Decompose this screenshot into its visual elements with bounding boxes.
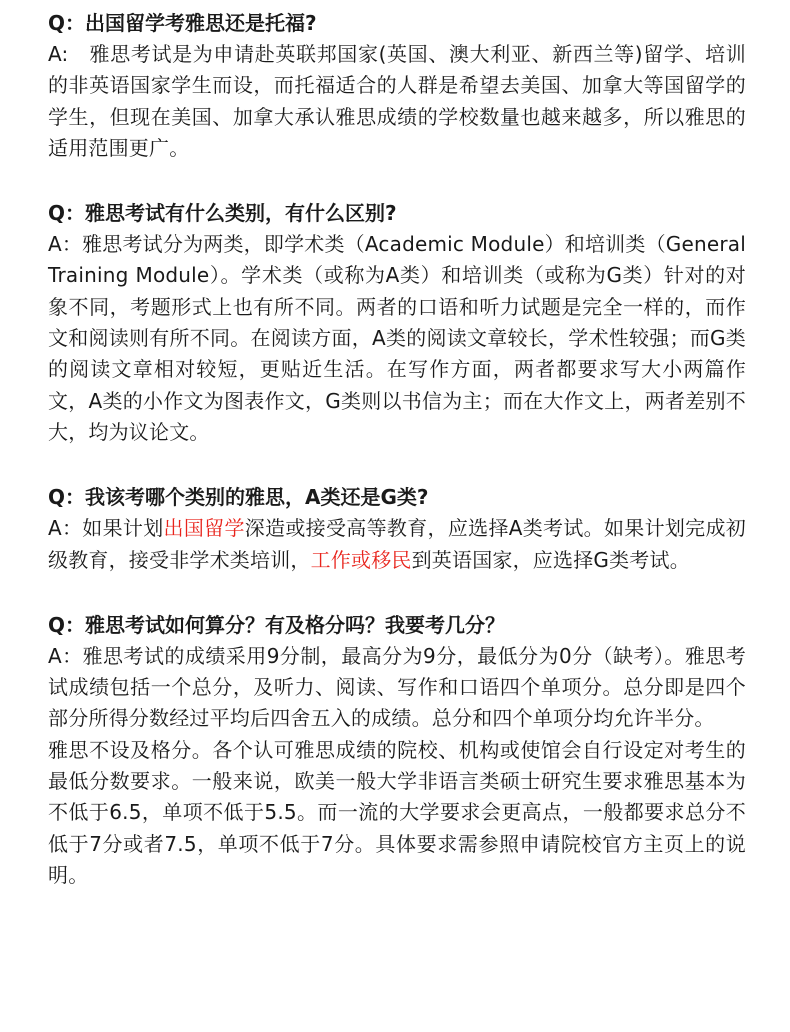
answer-text-part: 深造或接受高等教育，应选择A类考试。如果计划完成初级教育，接受非学术类培训， <box>48 516 746 572</box>
qa-block-which-type <box>48 482 746 576</box>
answer-text-part: 到英语国家，应选择G类考试。 <box>411 547 690 572</box>
answer-text: A: 雅思考试是为申请赴英联邦国家(英国、澳大利亚、新西兰等)留学、培训的非英语国家学生而设，而托福适合的人群是希望去美国、加拿大等国留学的学生，但现在美国、加拿大承认雅思成绩的学校数量也越来越多，所以雅思的适用范围更广。 <box>48 42 746 160</box>
question-heading: Q：我该考哪个类别的雅思，A类还是G类? <box>48 485 429 510</box>
answer-text: A：雅思考试分为两类，即学术类（Academic Module）和培训类（General Training Module）。学术类（或称为A类）和培训类（或称为G类）针对的对象不同，考题形式上也有所不同。两者的口语和听力试题是完全一样的，而作文和阅读则有所不同。在阅读方面，A类的阅读文章较长，学术性较强；而G类的阅读文章相对较短，更贴近生活。在写作方面，两者都要求写大小两篇作文，A类的小作文为图表作文，G类则以书信为主；而在大作文上，两者差别不大，均为议论文。 <box>48 232 746 444</box>
study-abroad-link[interactable]: 出国留学 <box>163 516 245 541</box>
question-heading: Q：出国留学考雅思还是托福? <box>48 11 317 35</box>
qa-block-exam-choice <box>48 8 746 164</box>
qa-block-exam-types <box>48 198 746 448</box>
qa-block-scoring <box>48 610 746 891</box>
answer-text-continued: 雅思不设及格分。各个认可雅思成绩的院校、机构或使馆会自行设定对考生的最低分数要求。一般来说，欧美一般大学非语言类硕士研究生要求雅思基本为不低于6.5，单项不低于5.5。而一流的大学要求会更高点，一般都要求总分不低于7分或者7.5，单项不低于7分。具体要求需参照申请院校官方主页上的说明。 <box>48 737 746 887</box>
work-immigration-link[interactable]: 工作或移民 <box>310 547 412 572</box>
question-heading: Q：雅思考试有什么类别，有什么区别? <box>48 201 397 226</box>
answer-text <box>48 513 746 576</box>
answer-text: A：雅思考试的成绩采用9分制，最高分为9分，最低分为0分（缺考）。雅思考试成绩包括一个总分，及听力、阅读、写作和口语四个单项分。总分即是四个部分所得分数经过平均后四舍五入的成绩。总分和四个单项分均允许半分。 <box>48 643 746 731</box>
question-heading: Q：雅思考试如何算分？有及格分吗？我要考几分？ <box>48 612 506 637</box>
answer-text-part: A：如果计划 <box>48 516 164 541</box>
